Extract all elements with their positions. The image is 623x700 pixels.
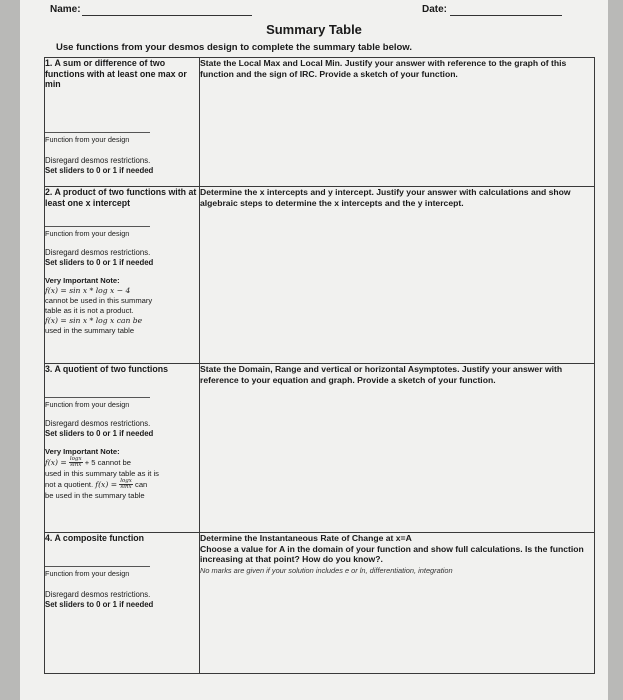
- worksheet-page: [20, 0, 608, 700]
- row3-note-line2: used in this summary table as it is: [45, 468, 159, 478]
- row4-right-cell[interactable]: [200, 533, 595, 674]
- row2-disregard-line1: Disregard desmos restrictions.: [45, 248, 151, 258]
- row3-note-f1: f(x) =: [45, 457, 67, 467]
- row2-important-note: [45, 276, 199, 335]
- row2-left-cell: [45, 187, 200, 364]
- date-label: Date:: [422, 4, 448, 15]
- row4-left-cell: [45, 533, 200, 674]
- date-line: [450, 15, 562, 16]
- row3-frac2-num: logx: [120, 477, 132, 484]
- summary-table: [44, 57, 595, 674]
- row1-disregard: [45, 156, 199, 176]
- row3-title: 3. A quotient of two functions: [45, 364, 168, 374]
- row1-right-cell[interactable]: [200, 58, 595, 187]
- row2-right-cell[interactable]: [200, 187, 595, 364]
- row1-title: 1. A sum or difference of two functions with at least one max or min: [45, 58, 187, 90]
- row3-note-tail3: can: [135, 479, 148, 489]
- row2-prompt: Determine the x intercepts and y intercept. Justify your answer with calculations and show algebraic steps to determine the x intercepts and the y intercept.: [200, 187, 571, 208]
- row4-function-label: Function from your design: [45, 566, 150, 578]
- row3-right-cell[interactable]: [200, 364, 595, 533]
- row1-disregard-line1: Disregard desmos restrictions.: [45, 155, 151, 165]
- row3-note-line3a: not a quotient.: [45, 479, 94, 489]
- row2-note-line1: f(x) = sin x * log x − 4: [45, 286, 131, 296]
- table-row: [45, 187, 595, 364]
- row3-note-tail1: + 5 cannot be: [84, 457, 131, 467]
- row4-disregard: [45, 590, 199, 610]
- row2-disregard-line2: Set sliders to 0 or 1 if needed: [45, 258, 154, 268]
- row4-disregard-line1: Disregard desmos restrictions.: [45, 589, 151, 599]
- row2-note-line4: f(x) = sin x * log x can be: [45, 315, 143, 325]
- row3-note-f2: f(x) =: [95, 479, 118, 489]
- table-row: [45, 58, 595, 187]
- row1-left-cell: [45, 58, 200, 187]
- row3-disregard: [45, 419, 199, 439]
- name-label: Name:: [50, 4, 81, 15]
- row3-important-note: [45, 447, 199, 501]
- row1-prompt: State the Local Max and Local Min. Justify your answer with reference to the graph of this function and the sign of IRC. Provide a sketch of your function.: [200, 58, 567, 79]
- row1-disregard-line2: Set sliders to 0 or 1 if needed: [45, 165, 154, 175]
- row4-prompt-line2: Choose a value for A in the domain of your function and show full calculations. Is the function increasing at that point? How do you know?.: [200, 543, 584, 565]
- row3-frac2-den: sinx: [120, 484, 132, 491]
- instructions: Use functions from your desmos design to complete the summary table below.: [56, 42, 412, 53]
- row3-frac-den: sinx: [70, 462, 82, 469]
- row4-disregard-line2: Set sliders to 0 or 1 if needed: [45, 599, 154, 609]
- row3-left-cell: [45, 364, 200, 533]
- row1-function-label: Function from your design: [45, 132, 150, 144]
- row3-frac-num: logx: [69, 455, 82, 462]
- row3-prompt: State the Domain, Range and vertical or horizontal Asymptotes. Justify your answer with reference to your equation and graph. Provide a sketch of your function.: [200, 364, 563, 385]
- row3-disregard-line2: Set sliders to 0 or 1 if needed: [45, 428, 154, 438]
- table-row: [45, 364, 595, 533]
- table-row: [45, 533, 595, 674]
- row3-function-label: Function from your design: [45, 397, 150, 409]
- row3-note-fraction2: [119, 479, 133, 491]
- row4-title: 4. A composite function: [45, 533, 145, 543]
- name-line: [82, 15, 252, 16]
- row4-prompt-line1: Determine the Instantaneous Rate of Change at x=A: [200, 533, 412, 543]
- row3-disregard-line1: Disregard desmos restrictions.: [45, 418, 151, 428]
- row2-note-line2: cannot be used in this summary: [45, 296, 153, 306]
- row4-note: No marks are given if your solution includes e or ln, differentiation, integration: [200, 566, 453, 576]
- page-title: Summary Table: [266, 22, 362, 37]
- row3-note-title: Very Important Note:: [45, 446, 120, 456]
- row2-disregard: [45, 248, 199, 268]
- row2-note-line3: table as it is not a product.: [45, 305, 134, 315]
- row2-title: 2. A product of two functions with at least one x intercept: [45, 187, 197, 208]
- row3-note-fraction: [69, 457, 83, 469]
- row2-function-label: Function from your design: [45, 226, 150, 238]
- row3-note-line4: be used in the summary table: [45, 490, 145, 500]
- row2-note-title: Very Important Note:: [45, 276, 120, 286]
- row2-note-line5: used in the summary table: [45, 325, 135, 335]
